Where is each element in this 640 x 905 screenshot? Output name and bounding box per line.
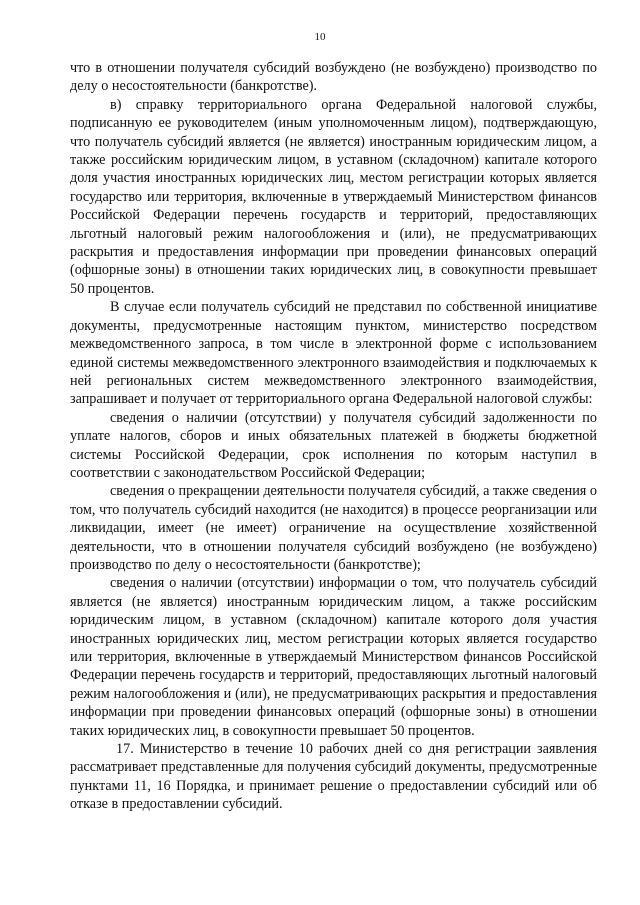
page-number: 10 — [314, 31, 326, 43]
paragraph-activity-termination-info: сведения о прекращении деятельности получателя субсидий, а также сведения о том, что получатель субсидий находится (не находится) в процессе реорганизации или ликвидации, имеет (не имеет) ограничение на осуществление хозяйственной деятельности, что в отношении получателя субсидий возбуждено (не возбуждено) производство по делу о несостоятельности (банкротстве); — [70, 483, 597, 573]
paragraph-item-17: 17. Министерство в течение 10 рабочих дней со дня регистрации заявления рассматривает представленные для получения субсидий документы, предусмотренные пунктами 11, 16 Порядка, и принимает решение о предоставлении субсидий или об отказе в предоставлении субсидий. — [70, 741, 597, 813]
paragraph-continuation: что в отношении получателя субсидий возбуждено (не возбуждено) производство по делу о несостоятельности (банкротстве). — [70, 60, 597, 95]
paragraph-foreign-entity-info: сведения о наличии (отсутствии) информации о том, что получатель субсидий является (не является) иностранным юридическим лицом, а также российским юридическим лицом, в уставном (складочном) капитале которого доля участия иностранных юридических лиц, местом регистрации которых является государство или территория, включенные в утверждаемый Министерством финансов Российской Федерации перечень государств и территорий, предоставляющих льготный налоговый режим налогообложения и (или), не предусматривающих раскрытия и предоставления информации при проведении финансовых операций (офшорные зоны) в отношении таких юридических лиц, в совокупности превышает 50 процентов. — [70, 575, 597, 739]
paragraph-interagency-request: В случае если получатель субсидий не представил по собственной инициативе документы, предусмотренные настоящим пунктом, министерство посредством межведомственного запроса, в том числе в электронной форме с использованием единой системы межведомственного электронного взаимодействия и подключаемых к ней региональных систем межведомственного электронного взаимодействия, запрашивает и получает от территориального органа Федеральной налоговой службы: — [70, 299, 597, 408]
paragraph-item-v: в) справку территориального органа Федеральной налоговой службы, подписанную ее руководителем (иным уполномоченным лицом), подтверждающую, что получатель субсидий является (не является) иностранным юридическим лицом, а также российским юридическим лицом, в уставном (складочном) капитале которого доля участия иностранных юридических лиц, местом регистрации которых является государство или территория, включенные в утверждаемый Министерством финансов Российской Федерации перечень государств и территорий, предоставляющих льготный налоговый режим налогообложения и (или), не предусматривающих раскрытия и предоставления информации при проведении финансовых операций (офшорные зоны) в отношении таких юридических лиц, в совокупности превышает 50 процентов. — [70, 96, 597, 297]
paragraph-tax-debt-info: сведения о наличии (отсутствии) у получателя субсидий задолженности по уплате налогов, сборов и иных обязательных платежей в бюджеты бюджетной системы Российской Федерации, срок исполнения по которым наступил в соответствии с законодательством Российской Федерации; — [70, 409, 597, 481]
document-body — [70, 59, 597, 814]
